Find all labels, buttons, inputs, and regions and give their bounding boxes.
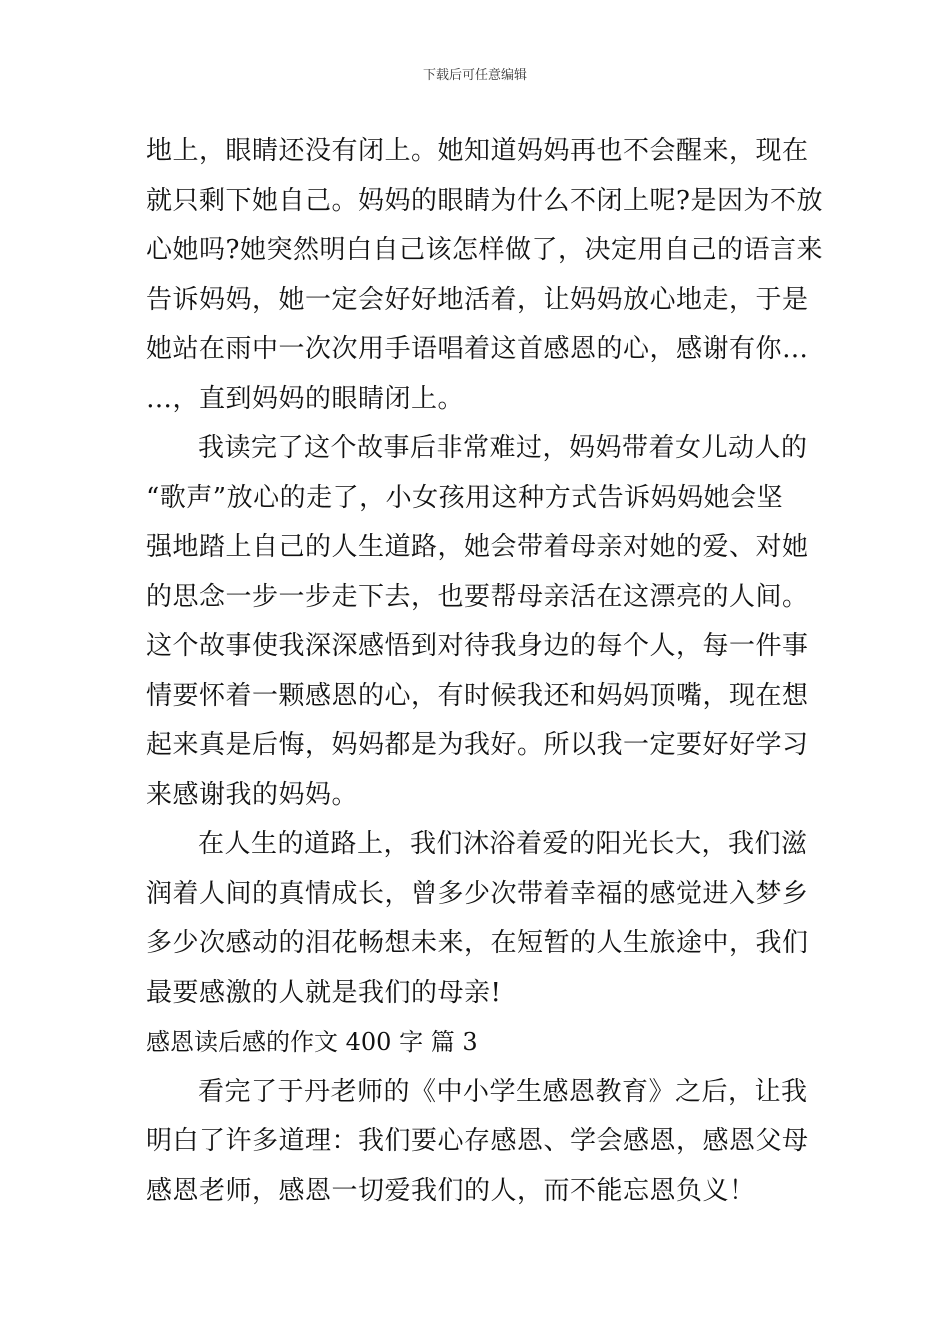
text-line: 最要感激的人就是我们的母亲! — [146, 977, 502, 1008]
text-line: 心她吗?她突然明白自己该怎样做了，决定用自己的语言来 — [146, 235, 823, 265]
paragraph-first-line: 在人生的道路上，我们沐浴着爱的阳光长大，我们滋 — [198, 829, 808, 859]
section-heading: 感恩读后感的作文 400 字 篇 3 — [146, 1028, 478, 1056]
document-body — [146, 127, 823, 1216]
text-line: 多少次感动的泪花畅想未来，在短暂的人生旅途中，我们 — [146, 928, 809, 958]
text-line: 这个故事使我深深感悟到对待我身边的每个人，每一件事 — [146, 631, 809, 661]
page-header: 下载后可任意编辑 — [422, 68, 527, 83]
text-line: …，直到妈妈的眼睛闭上。 — [146, 383, 465, 414]
paragraph-first-line: 我读完了这个故事后非常难过，妈妈带着女儿动人的 — [198, 433, 808, 463]
text-line: 润着人间的真情成长，曾多少次带着幸福的感觉进入梦乡 — [146, 878, 809, 909]
paragraph-first-line: 看完了于丹老师的《中小学生感恩教育》之后，让我 — [198, 1076, 808, 1107]
text-line: 明白了许多道理：我们要心存感恩、学会感恩，感恩父母 — [146, 1126, 809, 1156]
text-line: 强地踏上自己的人生道路，她会带着母亲对她的爱、对她 — [146, 532, 809, 562]
text-line: 她站在雨中一次次用手语唱着这首感恩的心，感谢有你… — [146, 334, 809, 364]
text-line: “歌声”放心的走了，小女孩用这种方式告诉妈妈她会坚 — [146, 482, 784, 513]
text-line: 情要怀着一颗感恩的心，有时候我还和妈妈顶嘴，现在想 — [146, 680, 809, 711]
text-line: 告诉妈妈，她一定会好好地活着，让妈妈放心地走，于是 — [146, 284, 809, 315]
text-line: 就只剩下她自己。妈妈的眼睛为什么不闭上呢?是因为不放 — [146, 185, 823, 216]
text-line: 来感谢我的妈妈。 — [146, 779, 359, 810]
text-line: 的思念一步一步走下去，也要帮母亲活在这漂亮的人间。 — [146, 581, 809, 612]
text-line: 起来真是后悔，妈妈都是为我好。所以我一定要好好学习 — [146, 730, 809, 760]
text-line: 地上，眼睛还没有闭上。她知道妈妈再也不会醒来，现在 — [146, 136, 809, 166]
text-line: 感恩老师，感恩一切爱我们的人，而不能忘恩负义！ — [146, 1175, 756, 1206]
